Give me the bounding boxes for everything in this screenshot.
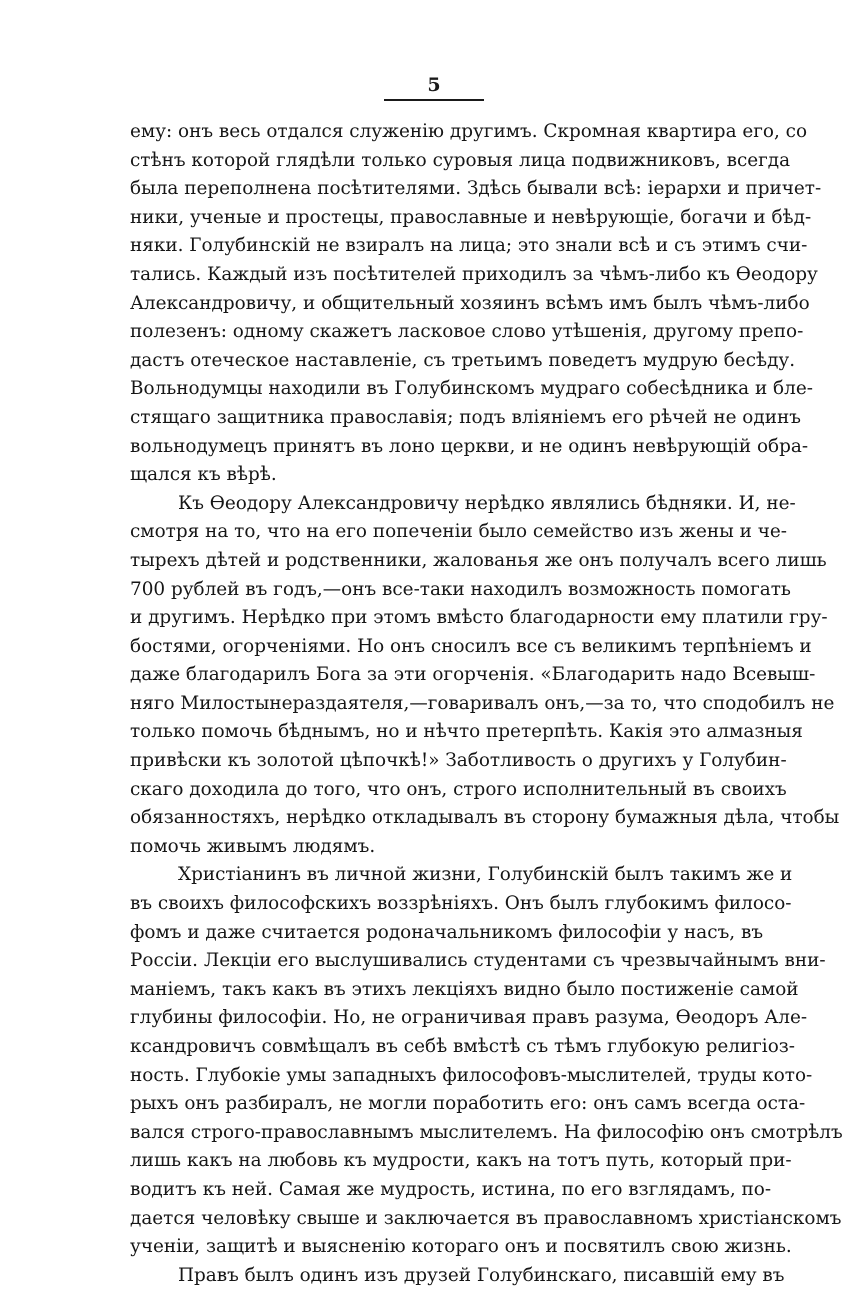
text-line: и другимъ. Нерѣдко при этомъ вмѣсто благодарности ему платили гру- [130,607,828,629]
text-line: Россіи. Лекціи его выслушивались студентами съ чрезвычайнымъ вни- [130,950,826,972]
text-line: была переполнена посѣтителями. Здѣсь бывали всѣ: іерархи и причет- [130,178,822,200]
text-line: тались. Каждый изъ посѣтителей приходилъ за чѣмъ-либо къ Ѳеодору [130,263,818,285]
page-number: 5 [427,74,441,96]
body-text [130,118,843,1290]
text-line: ники, ученые и простецы, православные и невѣрующіе, богачи и бѣд- [130,206,812,228]
text-line: ксандровичъ совмѣщалъ въ себѣ вмѣстѣ съ тѣмъ глубокую религіоз- [130,1036,796,1057]
text-line: вался строго-православнымъ мыслителемъ. На философію онъ смотрѣлъ [130,1121,843,1143]
text-line: Христіанинъ въ личной жизни, Голубинскій былъ такимъ же и [178,864,793,886]
text-line: ему: онъ весь отдался служенію другимъ. Скромная квартира его, со [130,121,808,142]
text-line: лишь какъ на любовь къ мудрости, какъ на тотъ путь, который при- [130,1150,792,1172]
text-line: даже благодарилъ Бога за эти огорченія. «Благодарить надо Всевыш- [130,664,816,686]
text-line: въ своихъ философскихъ воззрѣніяхъ. Онъ былъ глубокимъ филосо- [130,893,792,915]
text-line: только помочь бѣднымъ, но и нѣчто претерпѣть. Какія это алмазныя [130,721,803,743]
text-line: щался къ вѣрѣ. [130,464,277,486]
text-line: Вольнодумцы находили въ Голубинскомъ мудраго собесѣдника и бле- [130,378,813,400]
text-line: обязанностяхъ, нерѣдко откладывалъ въ сторону бумажныя дѣла, чтобы [130,807,840,829]
text-line: дается человѣку свыше и заключается въ православномъ христіанскомъ [130,1207,842,1229]
text-line: няки. Голубинскій не взиралъ на лица; это знали всѣ и съ этимъ счи- [130,235,808,257]
paragraph [130,490,840,862]
text-line: полезенъ: одному скажетъ ласковое слово утѣшенія, другому препо- [130,321,804,343]
text-line: глубины философіи. Но, не ограничивая правъ разума, Ѳеодоръ Але- [130,1007,808,1029]
page-header [384,74,484,101]
text-line: няго Милостынераздаятеля,—говаривалъ онъ,—за то, что сподобилъ не [130,692,835,714]
text-line: ность. Глубокіе умы западныхъ философовъ-мыслителей, труды кото- [130,1064,813,1086]
text-line: маніемъ, такъ какъ въ этихъ лекціяхъ видно было постиженіе самой [130,978,799,1000]
header-rule [384,99,484,101]
text-line: стящаго защитника православія; подъ вліяніемъ его рѣчей не одинъ [130,406,801,428]
text-line: фомъ и даже считается родоначальникомъ философіи у насъ, въ [130,921,764,943]
text-line: Правъ былъ одинъ изъ друзей Голубинскаго, писавшій ему въ [178,1264,785,1286]
text-line: тырехъ дѣтей и родственники, жалованья же онъ получалъ всего лишь [130,549,827,571]
paragraph [130,1262,785,1290]
text-line: 700 рублей въ годъ,—онъ все-таки находилъ возможность помогать [130,578,791,600]
text-line: Къ Ѳеодору Александровичу нерѣдко являлись бѣдняки. И, не- [178,492,796,514]
text-line: смотря на то, что на его попеченіи было семейство изъ жены и че- [130,521,788,543]
text-line: вольнодумецъ принятъ въ лоно церкви, и не одинъ невѣрующій обра- [130,435,809,457]
text-line: водитъ къ ней. Самая же мудрость, истина, по его взглядамъ, по- [130,1178,772,1200]
text-line: стѣнъ которой глядѣли только суровыя лица подвижниковъ, всегда [130,149,791,171]
paragraph [130,118,822,490]
text-line: Александровичу, и общительный хозяинъ всѣмъ имъ былъ чѣмъ-либо [130,292,810,314]
paragraph [130,861,843,1261]
text-line: помочь живымъ людямъ. [130,835,376,857]
text-line: скаго доходила до того, что онъ, строго исполнительный въ своихъ [130,778,787,800]
text-line: рыхъ онъ разбиралъ, не могли поработить его: онъ самъ всегда оста- [130,1093,806,1115]
text-line: привѣски къ золотой цѣпочкѣ!» Заботливость о другихъ у Голубин- [130,750,787,772]
text-line: бостями, огорченіями. Но онъ сносилъ все съ великимъ терпѣніемъ и [130,635,812,657]
text-line: дастъ отеческое наставленіе, съ третьимъ поведетъ мудрую бесѣду. [130,349,796,371]
text-line: ученіи, защитѣ и выясненію котораго онъ и посвятилъ свою жизнь. [130,1236,792,1258]
